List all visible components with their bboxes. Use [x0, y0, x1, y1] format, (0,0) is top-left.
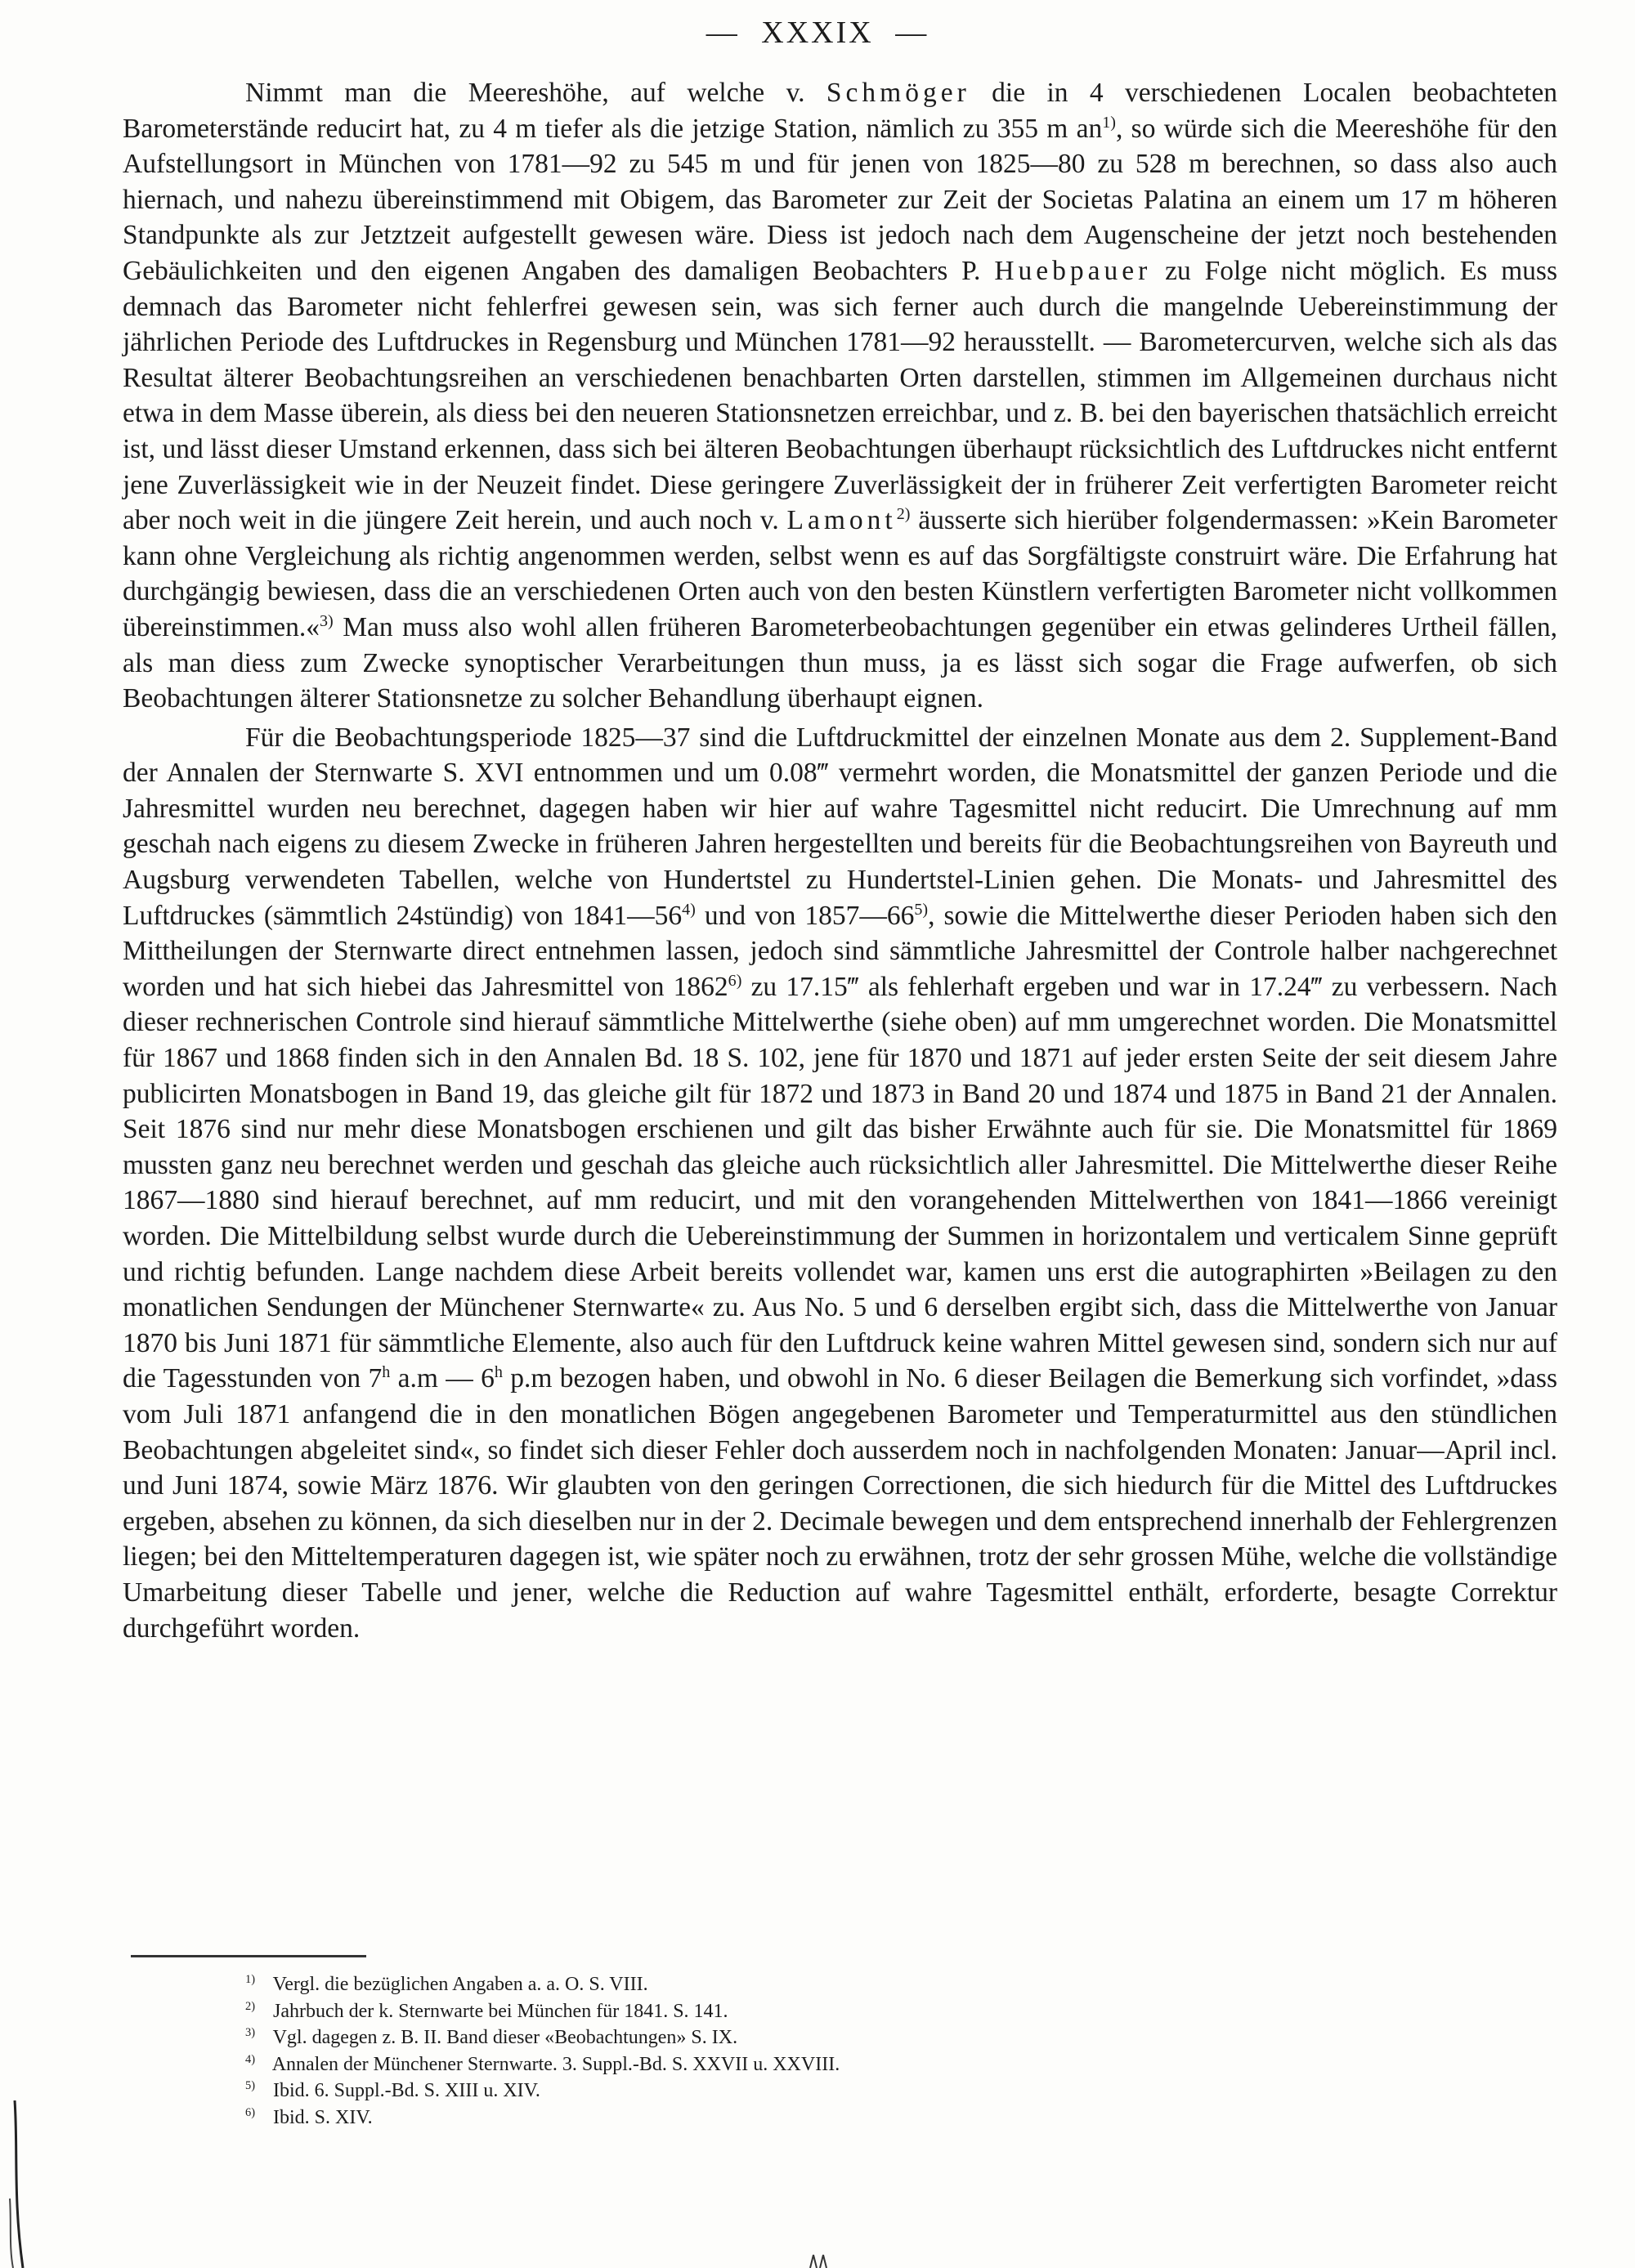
- text-run: die in 4 verschiedenen Localen beobachteten Barometerstände reducirt hat, zu 4 m tiefer als die jetzige Station, nämlich zu 355 m an: [123, 78, 1557, 144]
- footnote: $^{1)}$ Vergl. die bezüglichen Angaben a. a. O. S. VIII.: [245, 1973, 648, 1995]
- body-text: [123, 75, 1557, 1646]
- text-run: zu 17.15‴ als fehlerhaft ergeben und war in 17.24‴ zu verbessern. Nach dieser rechnerischen Controle sind hierauf sämmtliche Mittelwerthe (siehe oben) auf mm umgerechnet worden. Die Monatsmittel für 1867 und 1868 finden sich in den Annalen Bd. 18 S. 102, jene für 1870 und 1871 auf jeder ersten Seite der seit diesem Jahre publicirten Monatsbogen in Band 19, das gleiche gilt für 1872 und 1873 in Band 20 und 1874 und 1875 in Band 21 der Annalen. Seit 1876 sind nur mehr diese Monatsbogen erschienen und gilt das bisher Erwähnte auch für sie. Die Monatsmittel für 1869 mussten ganz neu berechnet werden und geschah das gleiche auch rücksichtlich aller Jahresmittel. Die Mittelwerthe dieser Reihe 1867—1880 sind hierauf berechnet, auf mm reducirt, und mit den vorangehenden Mittelwerthen von 1841—1866 vereinigt worden. Die Mittelbildung selbst wurde durch die Uebereinstimmung der Summen in horizontalem und verticalem Sinne geprüft und richtig befunden. Lange nachdem diese Arbeit bereits vollendet war, kamen uns erst die autographirten »Beilagen zu den monatlichen Sendungen der Münchener Sternwarte« zu. Aus No. 5 und 6 derselben ergibt sich, dass die Mittelwerthe von Januar 1870 bis Juni 1871 für sämmtliche Elemente, also auch für den Luftdruck keine wahren Mittel gewesen sind, sondern sich nur auf die Tagesstunden von 7: [123, 971, 1557, 1394]
- footnote-ref-5: 5): [914, 900, 929, 919]
- text-run: p.m bezogen haben, und obwohl in No. 6 dieser Beilagen die Bemerkung sich vorfindet, »dass vom Juli 1871 anfangend die in den monatlichen Bögen angegebenen Barometer und Temperaturmittel aus den stündlichen Beobachtungen abgeleitet sind«, so findet sich dieser Fehler doch ausserdem noch in nachfolgenden Monaten: Januar—April incl. und Juni 1874, sowie März 1876. Wir glaubten von den geringen Correctionen, die sich hiedurch für die Mittel des Luftdruckes ergeben, absehen zu können, da sich dieselben nur in der 2. Decimale bewegen und dem entsprechend innerhalb der Fehlergrenzen liegen; bei den Mitteltemperaturen dagegen ist, wie später noch zu erwähnen, trotz der sehr grossen Mühe, welche die vollständige Umarbeitung dieser Tabelle und jener, welche die Reduction auf wahre Tagesmittel enthält, erforderte, besagte Correktur durchgeführt worden.: [123, 1363, 1557, 1644]
- header-dash-left: —: [706, 16, 740, 50]
- footnote-ref-3: 3): [319, 611, 334, 630]
- page-number: XXXIX: [761, 16, 874, 50]
- header-dash-right: —: [895, 16, 929, 50]
- text-run: zu Folge nicht möglich. Es muss demnach das Barometer nicht fehlerfrei gewesen sein, was sich ferner auch durch die mangelnde Uebereinstimmung der jährlichen Periode des Luftdruckes in Regensburg und München 1781—92 herausstellt. — Barometercurven, welche sich als das Resultat älterer Beobachtungsreihen an verschiedenen benachbarten Orten darstellen, stimmen im Allgemeinen durchaus nicht etwa in dem Masse überein, als diess bei den neueren Stationsnetzen erreichbar, und z. B. bei den bayerischen thatsächlich erreicht ist, und lässt dieser Umstand erkennen, dass sich bei älteren Beobachtungen überhaupt rücksichtlich des Luftdruckes nicht entfernt jene Zuverlässigkeit wie in der Neuzeit findet. Diese geringere Zuverlässigkeit der in früherer Zeit verfertigten Barometer reicht aber noch weit in die jüngere Zeit herein, und auch noch v.: [123, 255, 1557, 536]
- footnote-divider: [131, 1955, 366, 1957]
- footnote: $^{3)}$ Vgl. dagegen z. B. II. Band dieser «Beobachtungen» S. IX.: [245, 2026, 738, 2048]
- footnote-text: Annalen der Münchener Sternwarte. 3. Suppl.-Bd. S. XXVII u. XXVIII.: [271, 2053, 840, 2075]
- footnote: $^{4)}$ Annalen der Münchener Sternwarte. 3. Suppl.-Bd. S. XXVII u. XXVIII.: [245, 2052, 840, 2075]
- hour-superscript: h: [382, 1363, 391, 1382]
- page-header: [0, 15, 1635, 51]
- text-run: a.m — 6: [390, 1363, 495, 1394]
- footnote-text: Jahrbuch der k. Sternwarte bei München für 1841. S. 141.: [273, 2000, 728, 2022]
- footnote: $^{2)}$ Jahrbuch der k. Sternwarte bei München für 1841. S. 141.: [245, 1999, 728, 2022]
- footnote-text: Vgl. dagegen z. B. II. Band dieser «Beobachtungen» S. IX.: [272, 2027, 738, 2048]
- text-run: Für die Beobachtungsperiode 1825—37 sind die Luftdruckmittel der einzelnen Monate aus dem 2. Supplement-Band der Annalen der Sternwarte S. XVI entnommen und um 0.08‴ vermehrt worden, die Monatsmittel der ganzen Periode und die Jahresmittel wurden neu berechnet, dagegen haben wir hier auf wahre Tagesmittel nicht reducirt. Die Umrechnung auf mm geschah nach eigens zu diesem Zwecke in früheren Jahren hergestellten und bereits für die Beobachtungsreihen von Bayreuth und Augsburg verwendeten Tabellen, welche von Hundertstel zu Hundertstel-Linien gehen. Die Monats- und Jahresmittel des Luftdruckes (sämmtlich 24stündig) von 1841—56: [123, 722, 1557, 931]
- text-run: , sowie die Mittelwerthe dieser Perioden haben sich den Mittheilungen der Sternwarte direct entnehmen lassen, jedoch sind sämmtliche Jahresmittel der Controle halber nachgerechnet worden und hat sich hiebei das Jahresmittel von 1862: [123, 900, 1557, 1002]
- footnote-ref-1: 1): [1102, 113, 1116, 132]
- footnote-ref-4: 4): [682, 900, 696, 919]
- name-huebpauer: Huebpauer: [994, 255, 1152, 286]
- paragraph-observation-period: [123, 720, 1557, 1646]
- footnotes: [245, 1971, 1390, 2131]
- hour-superscript: h: [494, 1363, 503, 1382]
- footnote-ref-6: 6): [728, 971, 742, 990]
- footnote: $^{5)}$ Ibid. 6. Suppl.-Bd. S. XIII u. XIV.: [245, 2079, 540, 2101]
- scan-margin-mark: [7, 2100, 56, 2268]
- footnote: $^{6)}$ Ibid. S. XIV.: [245, 2105, 373, 2128]
- scan-bottom-mark: [805, 2252, 830, 2268]
- name-schmoeger: Schmöger: [826, 78, 970, 108]
- footnote-text: Vergl. die bezüglichen Angaben a. a. O. S. VIII.: [272, 1974, 648, 1995]
- text-run: und von 1857—66: [695, 900, 915, 931]
- footnote-text: Ibid. 6. Suppl.-Bd. S. XIII u. XIV.: [273, 2080, 540, 2101]
- name-lamont: Lamont: [786, 505, 897, 536]
- footnote-text: Ibid. S. XIV.: [273, 2106, 373, 2128]
- paragraph-barometer-height: [123, 75, 1557, 717]
- text-run: Man muss also wohl allen früheren Barometerbeobachtungen gegenüber ein etwas gelinderes Urtheil fällen, als man diess zum Zwecke synoptischer Verarbeitungen thun muss, ja es lässt sich sogar die Frage aufwerfen, ob sich Beobachtungen älterer Stationsnetze zu solcher Behandlung überhaupt eignen.: [123, 611, 1557, 714]
- footnote-ref-2: 2): [896, 504, 911, 523]
- text-run: äusserte sich hierüber folgendermassen: »Kein Barometer kann ohne Vergleichung als richtig angenommen werden, selbst wenn es auf das Sorgfältigste construirt wäre. Die Erfahrung hat durchgängig bewiesen, dass die an verschiedenen Orten auch von den besten Künstlern verfertigten Barometer nicht vollkommen übereinstimmen.«: [123, 505, 1557, 642]
- text-run: Nimmt man die Meereshöhe, auf welche v.: [245, 78, 826, 108]
- text-run: , so würde sich die Meereshöhe für den Aufstellungsort in München von 1781—92 zu 545 m und für jenen von 1825—80 zu 528 m berechnen, so dass also auch hiernach, und nahezu übereinstimmend mit Obigem, das Barometer zur Zeit der Societas Palatina an einem um 17 m höheren Standpunkte als zur Jetztzeit aufgestellt gewesen wäre. Diess ist jedoch nach dem Augenscheine der jetzt noch bestehenden Gebäulichkeiten und den eigenen Angaben des damaligen Beobachters P.: [123, 113, 1558, 286]
